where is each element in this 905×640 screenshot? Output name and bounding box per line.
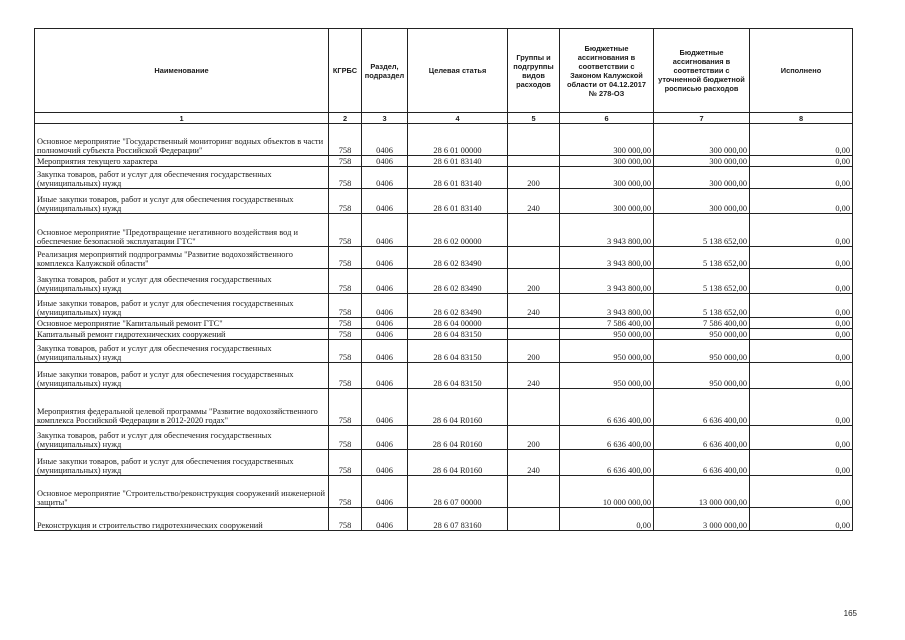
row-law-amount: 10 000 000,00: [560, 476, 654, 508]
row-refined-amount: 300 000,00: [654, 189, 750, 214]
row-section: 0406: [362, 340, 408, 363]
row-kgrbs: 758: [329, 124, 362, 156]
row-name: Основное мероприятие "Предотвращение негативного воздействия вод и обеспечение безопасной эксплуатации ГТС": [35, 214, 329, 247]
row-target-article: 28 6 01 83140: [408, 156, 508, 167]
row-name: Реализация мероприятий подпрограммы "Развитие водохозяйственного комплекса Калужской области": [35, 247, 329, 269]
row-refined-amount: 950 000,00: [654, 363, 750, 389]
row-refined-amount: 6 636 400,00: [654, 450, 750, 476]
row-kgrbs: 758: [329, 214, 362, 247]
row-executed-amount: 0,00: [750, 318, 853, 329]
row-law-amount: 6 636 400,00: [560, 450, 654, 476]
row-refined-amount: 300 000,00: [654, 156, 750, 167]
row-target-article: 28 6 07 00000: [408, 476, 508, 508]
table-row: [35, 426, 853, 450]
table-row: [35, 214, 853, 247]
header-target: Целевая статья: [408, 29, 508, 113]
table-row: [35, 269, 853, 294]
table-row: [35, 389, 853, 426]
row-section: 0406: [362, 124, 408, 156]
row-expense-group: 200: [508, 340, 560, 363]
row-law-amount: 3 943 800,00: [560, 247, 654, 269]
row-section: 0406: [362, 508, 408, 531]
table-row: [35, 167, 853, 189]
row-refined-amount: 300 000,00: [654, 124, 750, 156]
table-row: [35, 156, 853, 167]
row-name: Основное мероприятие "Строительство/реконструкция сооружений инженерной защиты": [35, 476, 329, 508]
row-name: Иные закупки товаров, работ и услуг для обеспечения государственных (муниципальных) нужд: [35, 450, 329, 476]
column-number: 4: [408, 113, 508, 124]
row-target-article: 28 6 04 83150: [408, 329, 508, 340]
table-row: [35, 476, 853, 508]
row-refined-amount: 3 000 000,00: [654, 508, 750, 531]
row-expense-group: 200: [508, 426, 560, 450]
row-name: Закупка товаров, работ и услуг для обеспечения государственных (муниципальных) нужд: [35, 340, 329, 363]
column-number: 3: [362, 113, 408, 124]
row-executed-amount: 0,00: [750, 294, 853, 318]
row-target-article: 28 6 02 00000: [408, 214, 508, 247]
row-name: Мероприятия текущего характера: [35, 156, 329, 167]
row-target-article: 28 6 04 R0160: [408, 426, 508, 450]
row-expense-group: 240: [508, 294, 560, 318]
row-target-article: 28 6 01 83140: [408, 167, 508, 189]
row-name: Основное мероприятие "Государственный мониторинг водных объектов в части полномочий субъекта Российской Федерации": [35, 124, 329, 156]
row-kgrbs: 758: [329, 189, 362, 214]
row-executed-amount: 0,00: [750, 269, 853, 294]
row-expense-group: [508, 508, 560, 531]
row-refined-amount: 7 586 400,00: [654, 318, 750, 329]
row-kgrbs: 758: [329, 247, 362, 269]
column-number: 5: [508, 113, 560, 124]
header-name: Наименование: [35, 29, 329, 113]
row-law-amount: 6 636 400,00: [560, 426, 654, 450]
row-kgrbs: 758: [329, 450, 362, 476]
row-expense-group: [508, 389, 560, 426]
row-law-amount: 3 943 800,00: [560, 294, 654, 318]
row-executed-amount: 0,00: [750, 329, 853, 340]
column-number: 7: [654, 113, 750, 124]
row-expense-group: [508, 156, 560, 167]
row-expense-group: 200: [508, 167, 560, 189]
row-executed-amount: 0,00: [750, 426, 853, 450]
row-name: Мероприятия федеральной целевой программы "Развитие водохозяйственного комплекса Российской Федерации в 2012-2020 годах": [35, 389, 329, 426]
table-row: [35, 318, 853, 329]
column-number: 1: [35, 113, 329, 124]
row-kgrbs: 758: [329, 156, 362, 167]
row-executed-amount: 0,00: [750, 508, 853, 531]
row-refined-amount: 5 138 652,00: [654, 294, 750, 318]
row-section: 0406: [362, 426, 408, 450]
row-section: 0406: [362, 247, 408, 269]
row-section: 0406: [362, 214, 408, 247]
row-target-article: 28 6 04 R0160: [408, 450, 508, 476]
row-section: 0406: [362, 318, 408, 329]
row-target-article: 28 6 04 00000: [408, 318, 508, 329]
row-kgrbs: 758: [329, 426, 362, 450]
row-expense-group: 240: [508, 189, 560, 214]
table-row: [35, 450, 853, 476]
row-refined-amount: 300 000,00: [654, 167, 750, 189]
row-section: 0406: [362, 363, 408, 389]
row-executed-amount: 0,00: [750, 247, 853, 269]
row-law-amount: 3 943 800,00: [560, 214, 654, 247]
row-executed-amount: 0,00: [750, 476, 853, 508]
column-number: 2: [329, 113, 362, 124]
row-refined-amount: 5 138 652,00: [654, 269, 750, 294]
row-expense-group: [508, 476, 560, 508]
row-executed-amount: 0,00: [750, 167, 853, 189]
row-section: 0406: [362, 389, 408, 426]
row-law-amount: 300 000,00: [560, 167, 654, 189]
table-row: [35, 124, 853, 156]
table-row: [35, 508, 853, 531]
row-target-article: 28 6 02 83490: [408, 269, 508, 294]
row-executed-amount: 0,00: [750, 156, 853, 167]
row-section: 0406: [362, 189, 408, 214]
header-groups: Группы и подгруппы видов расходов: [508, 29, 560, 113]
row-section: 0406: [362, 156, 408, 167]
row-target-article: 28 6 04 R0160: [408, 389, 508, 426]
row-executed-amount: 0,00: [750, 389, 853, 426]
budget-table: [34, 28, 853, 531]
row-name: Иные закупки товаров, работ и услуг для обеспечения государственных (муниципальных) нужд: [35, 363, 329, 389]
row-kgrbs: 758: [329, 269, 362, 294]
table-row: [35, 363, 853, 389]
header-kgrbs: КГРБС: [329, 29, 362, 113]
column-number: 6: [560, 113, 654, 124]
row-expense-group: 240: [508, 450, 560, 476]
row-law-amount: 0,00: [560, 508, 654, 531]
row-target-article: 28 6 02 83490: [408, 294, 508, 318]
header-law-allocations: Бюджетные ассигнования в соответствии с Законом Калужской области от 04.12.2017 № 278-ОЗ: [560, 29, 654, 113]
row-target-article: 28 6 04 83150: [408, 363, 508, 389]
row-law-amount: 950 000,00: [560, 363, 654, 389]
row-kgrbs: 758: [329, 329, 362, 340]
row-target-article: 28 6 02 83490: [408, 247, 508, 269]
row-expense-group: [508, 124, 560, 156]
row-law-amount: 3 943 800,00: [560, 269, 654, 294]
row-kgrbs: 758: [329, 363, 362, 389]
header-executed: Исполнено: [750, 29, 853, 113]
row-section: 0406: [362, 476, 408, 508]
row-expense-group: [508, 214, 560, 247]
row-name: Закупка товаров, работ и услуг для обеспечения государственных (муниципальных) нужд: [35, 269, 329, 294]
row-refined-amount: 13 000 000,00: [654, 476, 750, 508]
row-expense-group: [508, 318, 560, 329]
row-section: 0406: [362, 294, 408, 318]
row-refined-amount: 6 636 400,00: [654, 389, 750, 426]
table-row: [35, 340, 853, 363]
row-section: 0406: [362, 450, 408, 476]
row-name: Иные закупки товаров, работ и услуг для обеспечения государственных (муниципальных) нужд: [35, 189, 329, 214]
row-law-amount: 300 000,00: [560, 124, 654, 156]
row-executed-amount: 0,00: [750, 189, 853, 214]
row-target-article: 28 6 01 83140: [408, 189, 508, 214]
row-executed-amount: 0,00: [750, 450, 853, 476]
row-executed-amount: 0,00: [750, 124, 853, 156]
row-kgrbs: 758: [329, 167, 362, 189]
row-section: 0406: [362, 329, 408, 340]
row-law-amount: 7 586 400,00: [560, 318, 654, 329]
row-target-article: 28 6 07 83160: [408, 508, 508, 531]
table-row: [35, 329, 853, 340]
row-name: Реконструкция и строительство гидротехнических сооружений: [35, 508, 329, 531]
row-target-article: 28 6 04 83150: [408, 340, 508, 363]
row-refined-amount: 5 138 652,00: [654, 214, 750, 247]
page-number: 165: [843, 609, 857, 618]
row-kgrbs: 758: [329, 294, 362, 318]
column-numbers-row: [35, 113, 853, 124]
row-executed-amount: 0,00: [750, 214, 853, 247]
row-kgrbs: 758: [329, 508, 362, 531]
table-row: [35, 189, 853, 214]
row-kgrbs: 758: [329, 340, 362, 363]
row-section: 0406: [362, 269, 408, 294]
row-expense-group: [508, 247, 560, 269]
row-refined-amount: 5 138 652,00: [654, 247, 750, 269]
row-expense-group: [508, 329, 560, 340]
table-row: [35, 247, 853, 269]
header-refined-allocations: Бюджетные ассигнования в соответствии с уточненной бюджетной росписью расходов: [654, 29, 750, 113]
column-number: 8: [750, 113, 853, 124]
row-name: Капитальный ремонт гидротехнических сооружений: [35, 329, 329, 340]
row-law-amount: 950 000,00: [560, 340, 654, 363]
row-name: Иные закупки товаров, работ и услуг для обеспечения государственных (муниципальных) нужд: [35, 294, 329, 318]
row-executed-amount: 0,00: [750, 363, 853, 389]
row-refined-amount: 950 000,00: [654, 329, 750, 340]
row-law-amount: 300 000,00: [560, 156, 654, 167]
row-executed-amount: 0,00: [750, 340, 853, 363]
row-law-amount: 300 000,00: [560, 189, 654, 214]
row-law-amount: 6 636 400,00: [560, 389, 654, 426]
row-name: Закупка товаров, работ и услуг для обеспечения государственных (муниципальных) нужд: [35, 167, 329, 189]
row-refined-amount: 6 636 400,00: [654, 426, 750, 450]
row-name: Закупка товаров, работ и услуг для обеспечения государственных (муниципальных) нужд: [35, 426, 329, 450]
row-section: 0406: [362, 167, 408, 189]
row-kgrbs: 758: [329, 476, 362, 508]
row-refined-amount: 950 000,00: [654, 340, 750, 363]
row-expense-group: 200: [508, 269, 560, 294]
header-row: [35, 29, 853, 113]
row-name: Основное мероприятие "Капитальный ремонт ГТС": [35, 318, 329, 329]
row-target-article: 28 6 01 00000: [408, 124, 508, 156]
header-section: Раздел, подраздел: [362, 29, 408, 113]
row-law-amount: 950 000,00: [560, 329, 654, 340]
row-expense-group: 240: [508, 363, 560, 389]
table-row: [35, 294, 853, 318]
row-kgrbs: 758: [329, 389, 362, 426]
row-kgrbs: 758: [329, 318, 362, 329]
